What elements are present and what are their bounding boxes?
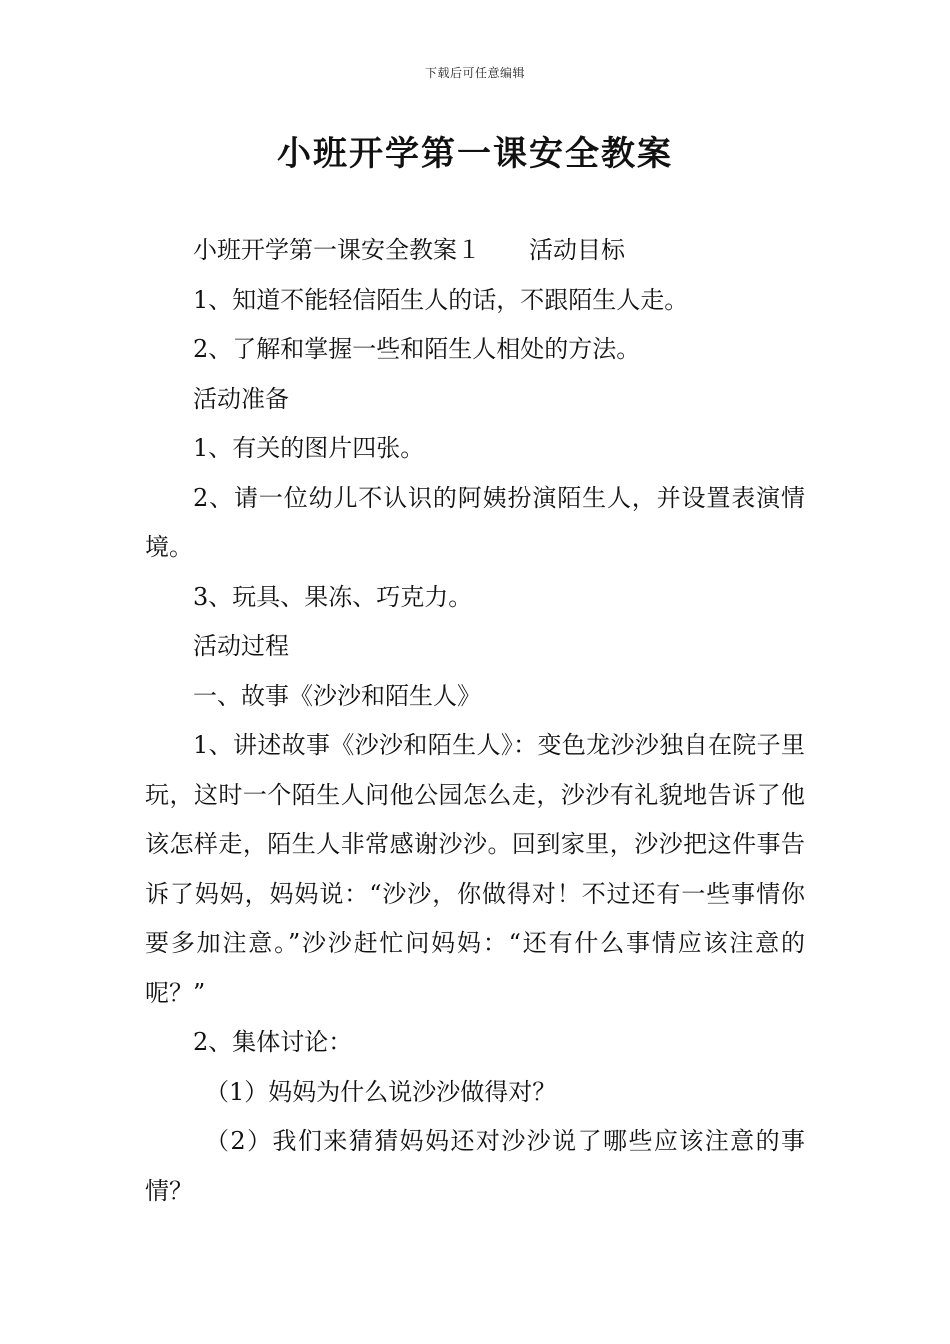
- section-heading-preparation: 活动准备: [193, 384, 289, 413]
- discussion-question-1: （1）妈妈为什么说沙沙做得对？: [205, 1077, 557, 1106]
- preparation-item-3: 3、玩具、果冻、巧克力。: [193, 582, 473, 611]
- discussion-question-2: （2）我们来猜猜妈妈还对沙沙说了哪些应该注意的事情？: [145, 1127, 805, 1205]
- process-part-1-heading: 一、故事《沙沙和陌生人》: [193, 681, 481, 710]
- preparation-item-2: 2、请一位幼儿不认识的阿姨扮演陌生人，并设置表演情境。: [145, 483, 805, 561]
- process-step-2: 2、集体讨论：: [193, 1028, 353, 1056]
- process-step-1: 1、讲述故事《沙沙和陌生人》：变色龙沙沙独自在院子里玩，这时一个陌生人问他公园怎么走，沙沙有礼貌地告诉了他该怎样走，陌生人非常感谢沙沙。回到家里，沙沙把这件事告诉了妈妈，妈妈说：“沙沙，你做得对！不过还有一些事情你要多加注意。”沙沙赶忙问妈妈：“还有什么事情应该注意的呢？”: [145, 731, 805, 1007]
- document-title: 小班开学第一课安全教案: [277, 134, 673, 174]
- document-body: [145, 226, 805, 1216]
- objective-item-2: 2、了解和掌握一些和陌生人相处的方法。: [193, 335, 641, 363]
- header-note: 下载后可任意编辑: [424, 66, 525, 80]
- section-heading-process: 活动过程: [193, 632, 289, 660]
- paragraph-intro: 小班开学第一课安全教案１ 活动目标: [193, 236, 625, 264]
- objective-item-1: 1、知道不能轻信陌生人的话，不跟陌生人走。: [193, 285, 689, 314]
- preparation-item-1: 1、有关的图片四张。: [193, 434, 425, 462]
